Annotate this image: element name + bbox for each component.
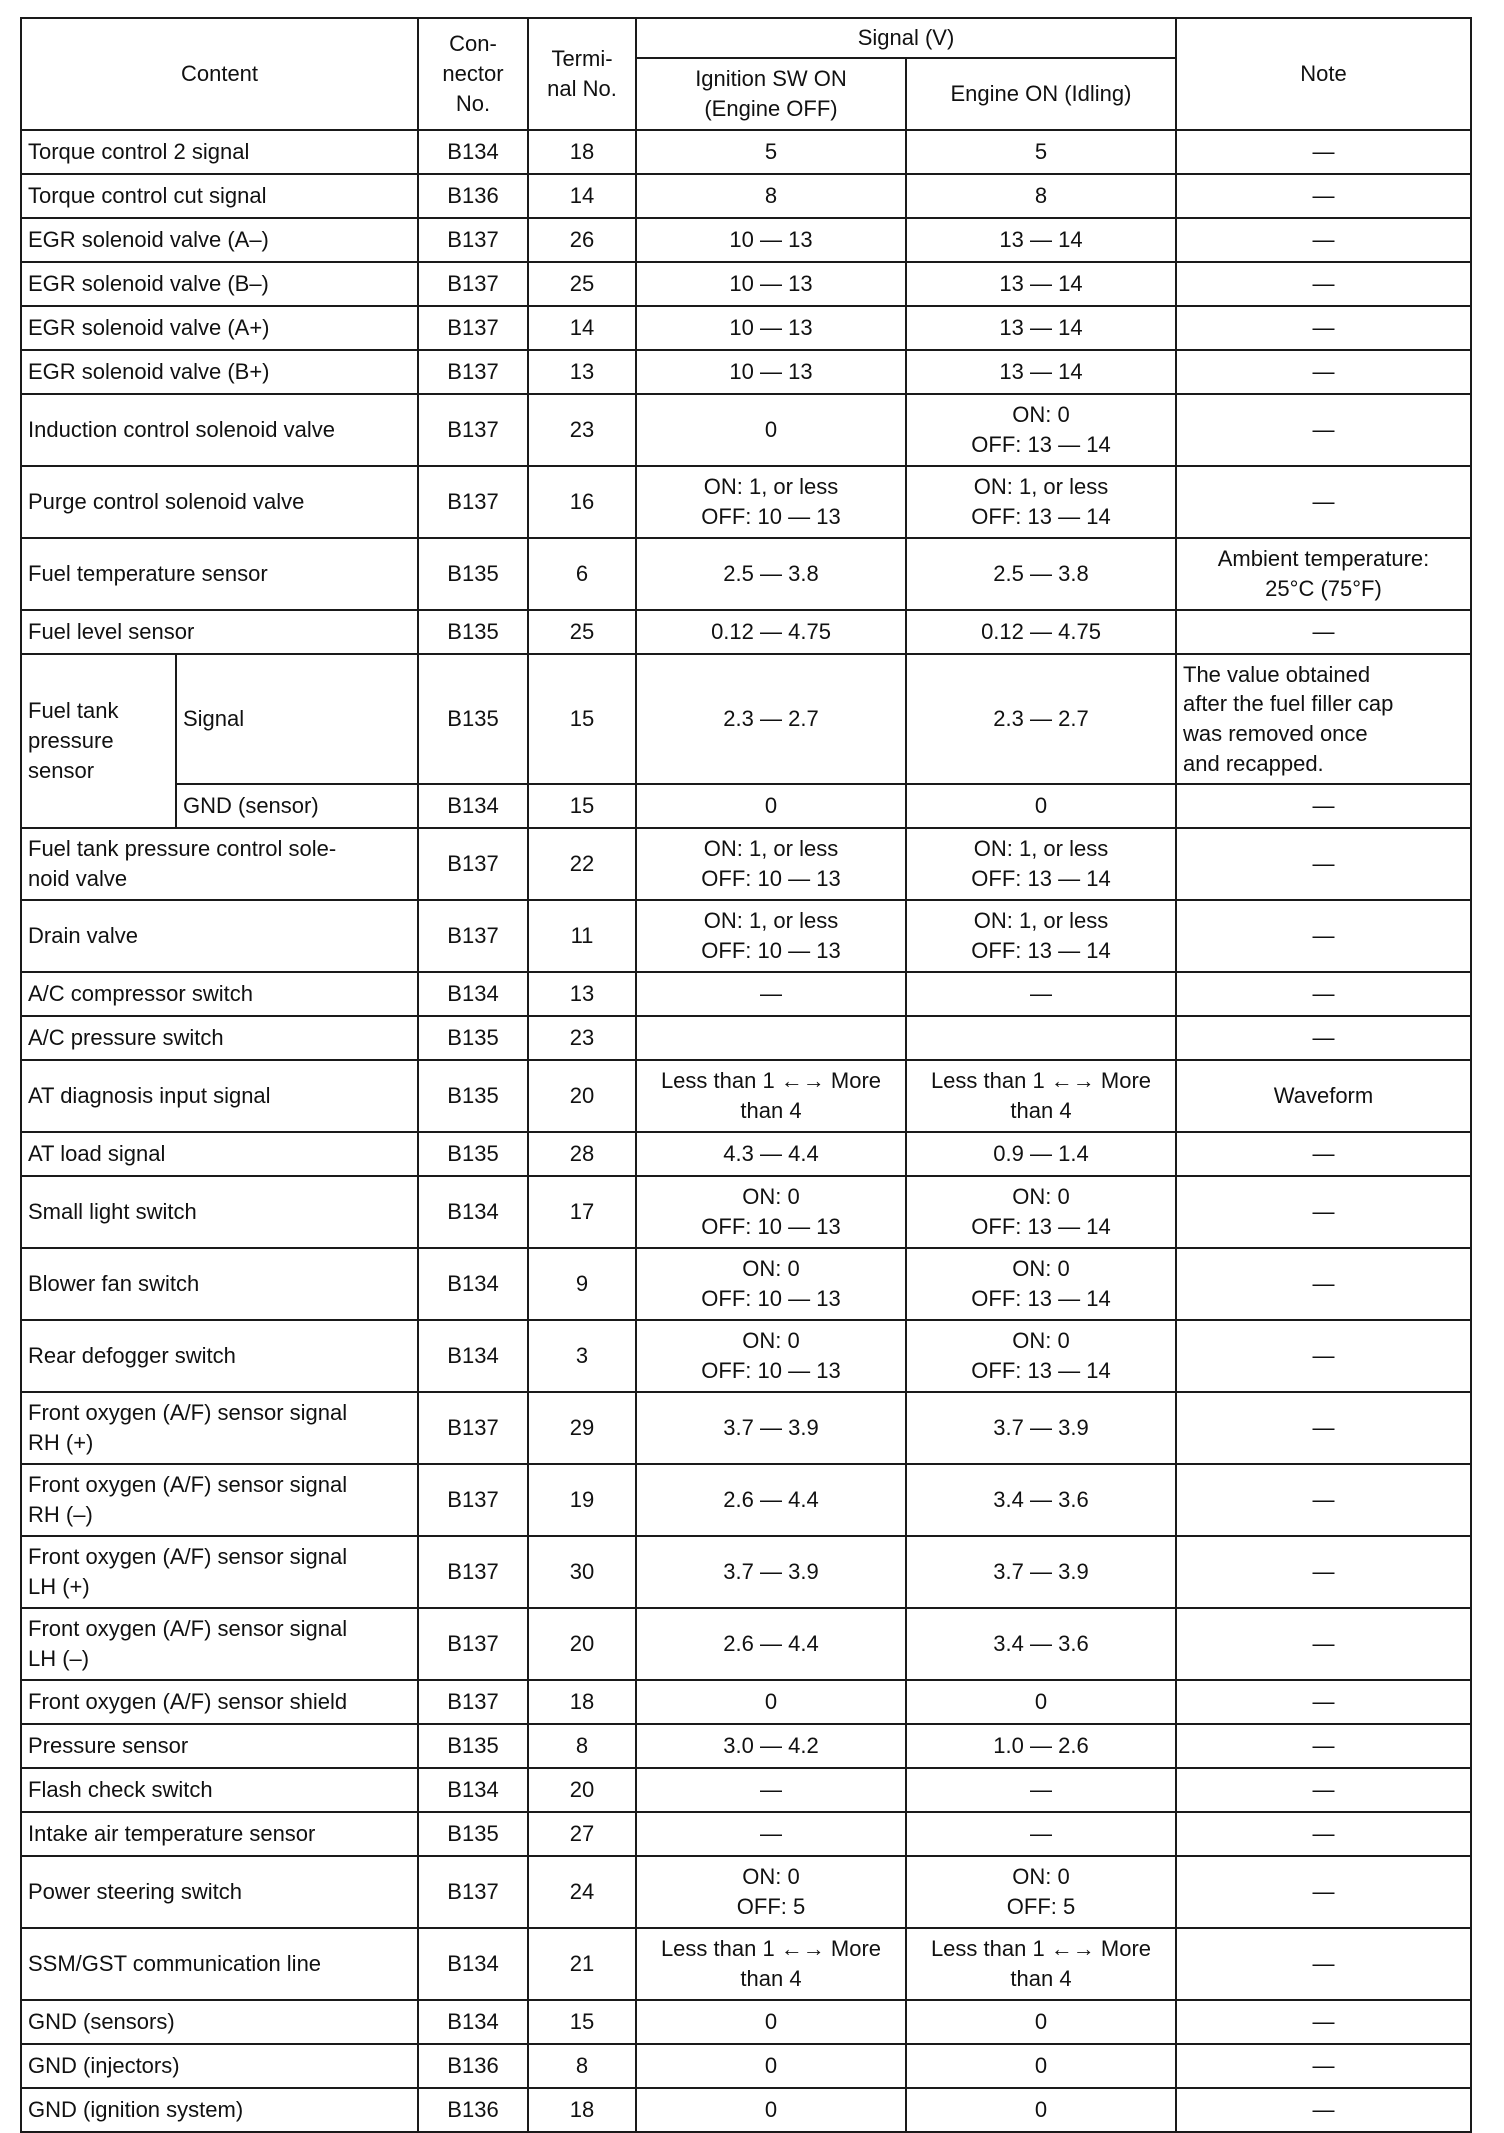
row-engine-value: — (906, 1812, 1176, 1856)
row-note: The value obtained after the fuel filler cap was removed once and recapped. (1176, 654, 1471, 784)
header-content: Content (21, 18, 418, 130)
row-terminal: 15 (528, 2000, 636, 2044)
row-engine-value: 3.7 — 3.9 (906, 1392, 1176, 1464)
row-note: Waveform (1176, 1060, 1471, 1132)
row-terminal: 16 (528, 466, 636, 538)
row-connector: B137 (418, 262, 528, 306)
row-connector: B134 (418, 784, 528, 828)
table-row (21, 972, 1471, 1016)
table-row (21, 1016, 1471, 1060)
row-note: — (1176, 262, 1471, 306)
row-content: Front oxygen (A/F) sensor signal LH (+) (21, 1536, 418, 1608)
table-row (21, 2088, 1471, 2132)
row-note: — (1176, 900, 1471, 972)
row-engine-value: 13 — 14 (906, 350, 1176, 394)
row-connector: B135 (418, 610, 528, 654)
row-content: Flash check switch (21, 1768, 418, 1812)
header-ignition-sw-on: Ignition SW ON (Engine OFF) (636, 58, 906, 130)
row-engine-value: Less than 1 ←→ More than 4 (906, 1928, 1176, 2000)
row-content: EGR solenoid valve (B–) (21, 262, 418, 306)
row-connector: B137 (418, 466, 528, 538)
row-note: — (1176, 972, 1471, 1016)
header-terminal: Termi- nal No. (528, 18, 636, 130)
row-connector: B137 (418, 306, 528, 350)
row-note: — (1176, 2088, 1471, 2132)
table-row (21, 654, 1471, 784)
table-row (21, 394, 1471, 466)
header-row-1 (21, 18, 1471, 58)
row-note: — (1176, 130, 1471, 174)
row-engine-value: ON: 1, or less OFF: 13 — 14 (906, 466, 1176, 538)
row-connector: B134 (418, 2000, 528, 2044)
row-terminal: 24 (528, 1856, 636, 1928)
row-ignition-value: — (636, 1812, 906, 1856)
row-content: A/C pressure switch (21, 1016, 418, 1060)
table-row (21, 466, 1471, 538)
row-terminal: 15 (528, 654, 636, 784)
table-row (21, 1248, 1471, 1320)
row-ignition-value: ON: 0 OFF: 10 — 13 (636, 1176, 906, 1248)
row-engine-value: ON: 0 OFF: 13 — 14 (906, 1320, 1176, 1392)
row-engine-value: ON: 1, or less OFF: 13 — 14 (906, 900, 1176, 972)
row-ignition-value: 0 (636, 394, 906, 466)
table-row (21, 350, 1471, 394)
row-engine-value: 13 — 14 (906, 262, 1176, 306)
row-ignition-value: 2.6 — 4.4 (636, 1608, 906, 1680)
table-row (21, 218, 1471, 262)
row-terminal: 30 (528, 1536, 636, 1608)
row-ignition-value: Less than 1 ←→ More than 4 (636, 1060, 906, 1132)
row-engine-value: 3.4 — 3.6 (906, 1464, 1176, 1536)
row-ignition-value: 10 — 13 (636, 262, 906, 306)
row-terminal: 25 (528, 610, 636, 654)
row-engine-value: 0 (906, 2088, 1176, 2132)
table-row (21, 1680, 1471, 1724)
row-ignition-value: ON: 1, or less OFF: 10 — 13 (636, 466, 906, 538)
row-content: Drain valve (21, 900, 418, 972)
row-connector: B135 (418, 1060, 528, 1132)
row-terminal: 9 (528, 1248, 636, 1320)
table-row (21, 1060, 1471, 1132)
header-engine-on: Engine ON (Idling) (906, 58, 1176, 130)
row-ignition-value: 8 (636, 174, 906, 218)
row-connector: B134 (418, 1768, 528, 1812)
row-note: — (1176, 1928, 1471, 2000)
row-note: — (1176, 394, 1471, 466)
row-connector: B136 (418, 174, 528, 218)
row-content: EGR solenoid valve (A–) (21, 218, 418, 262)
row-note: — (1176, 1132, 1471, 1176)
row-note: — (1176, 1248, 1471, 1320)
row-ignition-value: ON: 1, or less OFF: 10 — 13 (636, 828, 906, 900)
row-content: GND (injectors) (21, 2044, 418, 2088)
row-connector: B134 (418, 1928, 528, 2000)
table-row (21, 784, 1471, 828)
table-row (21, 1392, 1471, 1464)
row-engine-value: 1.0 — 2.6 (906, 1724, 1176, 1768)
row-connector: B137 (418, 218, 528, 262)
row-content: EGR solenoid valve (B+) (21, 350, 418, 394)
row-connector: B137 (418, 1536, 528, 1608)
row-engine-value: — (906, 972, 1176, 1016)
row-note: — (1176, 1768, 1471, 1812)
row-content: Front oxygen (A/F) sensor signal RH (+) (21, 1392, 418, 1464)
row-note: — (1176, 610, 1471, 654)
row-content: Torque control 2 signal (21, 130, 418, 174)
row-content: Front oxygen (A/F) sensor signal LH (–) (21, 1608, 418, 1680)
row-engine-value: ON: 0 OFF: 13 — 14 (906, 1248, 1176, 1320)
row-note: — (1176, 1724, 1471, 1768)
row-ignition-value: 10 — 13 (636, 350, 906, 394)
row-ignition-value: 10 — 13 (636, 306, 906, 350)
table-row (21, 174, 1471, 218)
row-ignition-value: ON: 1, or less OFF: 10 — 13 (636, 900, 906, 972)
table-row (21, 538, 1471, 610)
row-ignition-value: 0 (636, 2088, 906, 2132)
table-row (21, 1608, 1471, 1680)
row-note: — (1176, 1856, 1471, 1928)
row-content: Torque control cut signal (21, 174, 418, 218)
row-terminal: 20 (528, 1060, 636, 1132)
row-connector: B137 (418, 1856, 528, 1928)
table-row (21, 306, 1471, 350)
row-connector: B135 (418, 1724, 528, 1768)
row-connector: B135 (418, 1016, 528, 1060)
row-terminal: 27 (528, 1812, 636, 1856)
row-note: — (1176, 1320, 1471, 1392)
row-terminal: 23 (528, 394, 636, 466)
row-connector: B137 (418, 828, 528, 900)
row-ignition-value: 0.12 — 4.75 (636, 610, 906, 654)
row-terminal: 8 (528, 1724, 636, 1768)
row-note: — (1176, 1608, 1471, 1680)
row-content: Front oxygen (A/F) sensor signal RH (–) (21, 1464, 418, 1536)
row-content: SSM/GST communication line (21, 1928, 418, 2000)
header-signal: Signal (V) (636, 18, 1176, 58)
row-terminal: 6 (528, 538, 636, 610)
row-content: GND (sensors) (21, 2000, 418, 2044)
row-content: Fuel tank pressure control sole- noid valve (21, 828, 418, 900)
row-terminal: 29 (528, 1392, 636, 1464)
row-subcontent: Signal (176, 654, 418, 784)
row-content: AT diagnosis input signal (21, 1060, 418, 1132)
row-note: — (1176, 784, 1471, 828)
row-connector: B137 (418, 350, 528, 394)
row-terminal: 22 (528, 828, 636, 900)
row-engine-value: 0 (906, 1680, 1176, 1724)
table-row (21, 610, 1471, 654)
row-note: — (1176, 306, 1471, 350)
row-terminal: 25 (528, 262, 636, 306)
row-ignition-value: ON: 0 OFF: 5 (636, 1856, 906, 1928)
row-content: Fuel level sensor (21, 610, 418, 654)
row-ignition-value: 2.6 — 4.4 (636, 1464, 906, 1536)
row-engine-value: 3.7 — 3.9 (906, 1536, 1176, 1608)
table-row (21, 828, 1471, 900)
row-note: — (1176, 1464, 1471, 1536)
row-engine-value: 13 — 14 (906, 218, 1176, 262)
row-ignition-value: 3.7 — 3.9 (636, 1536, 906, 1608)
row-content: Blower fan switch (21, 1248, 418, 1320)
row-connector: B134 (418, 972, 528, 1016)
row-connector: B134 (418, 130, 528, 174)
row-engine-value: ON: 1, or less OFF: 13 — 14 (906, 828, 1176, 900)
row-engine-value: ON: 0 OFF: 13 — 14 (906, 394, 1176, 466)
table-row (21, 1132, 1471, 1176)
row-connector: B136 (418, 2088, 528, 2132)
table-row (21, 2044, 1471, 2088)
row-ignition-value: 0 (636, 2000, 906, 2044)
row-connector: B136 (418, 2044, 528, 2088)
row-content: Rear defogger switch (21, 1320, 418, 1392)
row-ignition-value: — (636, 972, 906, 1016)
table-row (21, 262, 1471, 306)
fuel-tank-group (21, 654, 1471, 828)
row-note: — (1176, 2000, 1471, 2044)
row-note: — (1176, 1812, 1471, 1856)
row-ignition-value: 3.7 — 3.9 (636, 1392, 906, 1464)
table-row (21, 1464, 1471, 1536)
row-connector: B137 (418, 1464, 528, 1536)
row-note: — (1176, 1392, 1471, 1464)
row-note: Ambient temperature: 25°C (75°F) (1176, 538, 1471, 610)
row-engine-value: 8 (906, 174, 1176, 218)
row-terminal: 20 (528, 1768, 636, 1812)
row-content: Intake air temperature sensor (21, 1812, 418, 1856)
row-note: — (1176, 1536, 1471, 1608)
table-row (21, 900, 1471, 972)
row-engine-value (906, 1016, 1176, 1060)
row-note: — (1176, 466, 1471, 538)
row-ignition-value: 5 (636, 130, 906, 174)
row-terminal: 23 (528, 1016, 636, 1060)
row-note: — (1176, 218, 1471, 262)
table-row (21, 130, 1471, 174)
row-terminal: 17 (528, 1176, 636, 1248)
row-connector: B135 (418, 1132, 528, 1176)
row-terminal: 11 (528, 900, 636, 972)
row-note: — (1176, 1016, 1471, 1060)
row-ignition-value: ON: 0 OFF: 10 — 13 (636, 1320, 906, 1392)
row-content: Induction control solenoid valve (21, 394, 418, 466)
row-ignition-value: 0 (636, 784, 906, 828)
row-note: — (1176, 350, 1471, 394)
row-engine-value: 3.4 — 3.6 (906, 1608, 1176, 1680)
row-engine-value: 5 (906, 130, 1176, 174)
row-subcontent: GND (sensor) (176, 784, 418, 828)
table-row (21, 1176, 1471, 1248)
row-content: EGR solenoid valve (A+) (21, 306, 418, 350)
row-ignition-value (636, 1016, 906, 1060)
table-body-1 (21, 130, 1471, 654)
row-terminal: 15 (528, 784, 636, 828)
row-terminal: 26 (528, 218, 636, 262)
row-note: — (1176, 2044, 1471, 2088)
row-ignition-value: 2.5 — 3.8 (636, 538, 906, 610)
table-row (21, 2000, 1471, 2044)
row-ignition-value: 4.3 — 4.4 (636, 1132, 906, 1176)
row-terminal: 19 (528, 1464, 636, 1536)
row-terminal: 18 (528, 1680, 636, 1724)
row-connector: B135 (418, 1812, 528, 1856)
row-engine-value: — (906, 1768, 1176, 1812)
row-content: GND (ignition system) (21, 2088, 418, 2132)
row-connector: B134 (418, 1248, 528, 1320)
row-connector: B134 (418, 1176, 528, 1248)
row-terminal: 18 (528, 130, 636, 174)
row-ignition-value: Less than 1 ←→ More than 4 (636, 1928, 906, 2000)
header-connector: Con- nector No. (418, 18, 528, 130)
row-engine-value: 0 (906, 784, 1176, 828)
row-terminal: 13 (528, 350, 636, 394)
row-content: Small light switch (21, 1176, 418, 1248)
row-ignition-value: ON: 0 OFF: 10 — 13 (636, 1248, 906, 1320)
row-engine-value: 0 (906, 2000, 1176, 2044)
table-row (21, 1856, 1471, 1928)
row-connector: B137 (418, 1392, 528, 1464)
row-content: Purge control solenoid valve (21, 466, 418, 538)
row-note: — (1176, 1176, 1471, 1248)
row-engine-value: 0.9 — 1.4 (906, 1132, 1176, 1176)
row-note: — (1176, 174, 1471, 218)
row-content: Pressure sensor (21, 1724, 418, 1768)
row-note: — (1176, 828, 1471, 900)
row-terminal: 14 (528, 306, 636, 350)
row-terminal: 14 (528, 174, 636, 218)
row-connector: B137 (418, 394, 528, 466)
row-terminal: 21 (528, 1928, 636, 2000)
row-terminal: 20 (528, 1608, 636, 1680)
row-ignition-value: 2.3 — 2.7 (636, 654, 906, 784)
row-terminal: 18 (528, 2088, 636, 2132)
table-row (21, 1724, 1471, 1768)
row-connector: B134 (418, 1320, 528, 1392)
row-connector: B135 (418, 654, 528, 784)
row-ignition-value: 10 — 13 (636, 218, 906, 262)
fuel-tank-label: Fuel tank pressure sensor (21, 654, 176, 828)
row-ignition-value: 0 (636, 1680, 906, 1724)
table-body-2 (21, 828, 1471, 2132)
table-row (21, 1320, 1471, 1392)
row-content: A/C compressor switch (21, 972, 418, 1016)
row-engine-value: 0.12 — 4.75 (906, 610, 1176, 654)
row-terminal: 3 (528, 1320, 636, 1392)
header-note: Note (1176, 18, 1471, 130)
table-row (21, 1768, 1471, 1812)
row-content: Power steering switch (21, 1856, 418, 1928)
row-connector: B135 (418, 538, 528, 610)
row-engine-value: Less than 1 ←→ More than 4 (906, 1060, 1176, 1132)
row-engine-value: 2.5 — 3.8 (906, 538, 1176, 610)
row-terminal: 28 (528, 1132, 636, 1176)
row-content: AT load signal (21, 1132, 418, 1176)
row-engine-value: 13 — 14 (906, 306, 1176, 350)
row-engine-value: ON: 0 OFF: 5 (906, 1856, 1176, 1928)
row-terminal: 8 (528, 2044, 636, 2088)
row-connector: B137 (418, 1608, 528, 1680)
row-ignition-value: 3.0 — 4.2 (636, 1724, 906, 1768)
row-ignition-value: 0 (636, 2044, 906, 2088)
table-row (21, 1536, 1471, 1608)
row-content: Fuel temperature sensor (21, 538, 418, 610)
row-note: — (1176, 1680, 1471, 1724)
row-content: Front oxygen (A/F) sensor shield (21, 1680, 418, 1724)
row-connector: B137 (418, 1680, 528, 1724)
row-terminal: 13 (528, 972, 636, 1016)
row-engine-value: ON: 0 OFF: 13 — 14 (906, 1176, 1176, 1248)
signal-table (20, 17, 1472, 2133)
row-engine-value: 0 (906, 2044, 1176, 2088)
table-row (21, 1812, 1471, 1856)
row-engine-value: 2.3 — 2.7 (906, 654, 1176, 784)
row-connector: B137 (418, 900, 528, 972)
row-ignition-value: — (636, 1768, 906, 1812)
table-row (21, 1928, 1471, 2000)
